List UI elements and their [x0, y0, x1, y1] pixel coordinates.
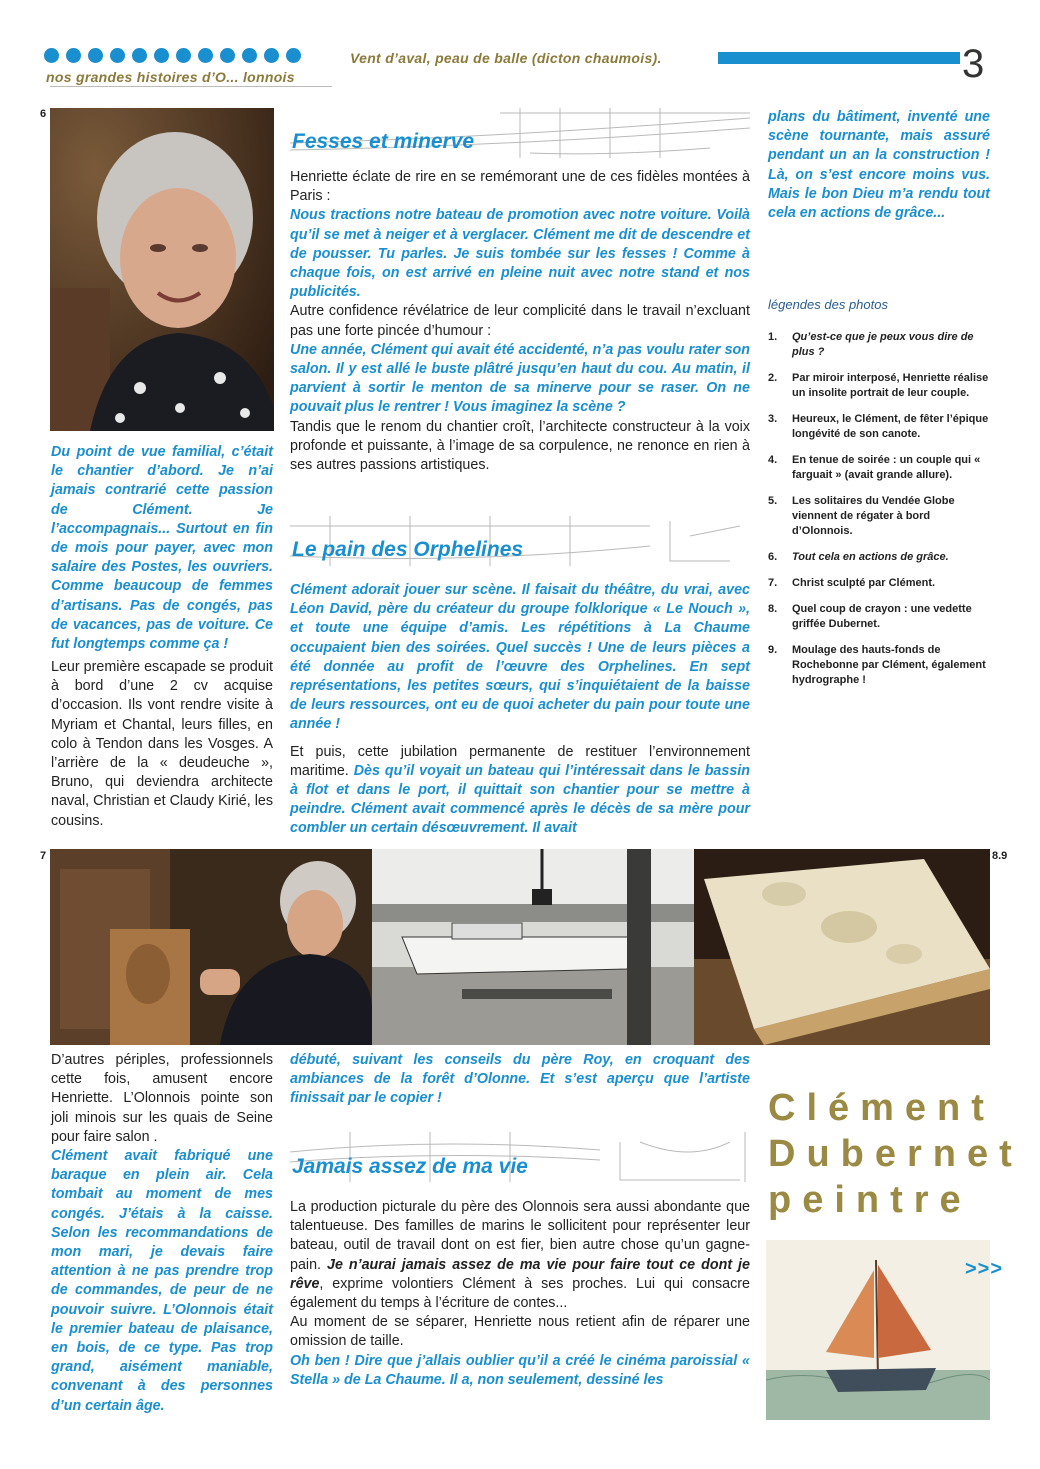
legend-item: [768, 330, 990, 360]
col1-paragraph-escapade: Leur première escapade se produit à bord d’une 2 cv acquise d’occasion. Ils vont rendre visite à Myriam et Chantal, leurs filles, en colo à Tendon dans les Vosges. A l’arrière de la « deudeuche », Bruno, qui deviendra architecte naval, Christian et Claudy Kirié, les cousins.: [51, 659, 273, 829]
header-rule: [50, 86, 332, 87]
section-fesses-et-minerve: [290, 168, 750, 475]
s3-paragraph-separer: Au moment de se séparer, Henriette nous retient afin de réparer une omission de taille.: [290, 1314, 750, 1350]
s1-paragraph-confidence: Autre confidence révélatrice de leur complicité dans le travail n’excluant pas une forte pincée d’humour :: [290, 303, 750, 339]
heading-jamais-assez-de-ma-vie: Jamais assez de ma vie: [292, 1155, 528, 1178]
legend-item-number: 8.: [768, 603, 778, 615]
s1-quote-traction: Nous tractions notre bateau de promotion avec notre voiture. Voilà qu’il se met à neiger et à verglacer. Clément me dit de descendre et de pousser. Tu parles. Je suis tombée sur les fesses ! Comme à chaque fois, on est arrivé en pleine nuit avec notre stand et nos publicités.: [290, 207, 750, 301]
heading-le-pain-des-orphelines: Le pain des Orphelines: [292, 538, 524, 561]
legend-item-number: 4.: [768, 454, 778, 466]
legend-item: [768, 494, 990, 539]
legend-item: [768, 576, 990, 591]
header-blue-bar: [718, 52, 960, 64]
s3-paragraph-production-text: La production picturale du père des Olonnois sera aussi abondante que talentueuse. Des familles de marins le sollicitent pour représenter leur bateau, outil de travail dont on est fier, bien autre chose qu’un gagne-pain.: [290, 1199, 750, 1273]
legend-item: [768, 453, 990, 483]
col1-quote-baraque: Clément avait fabriqué une baraque en plein air. Cela tombait au moment de mes congés. J’étais à la caisse. Selon les recommandations de mon mari, je devais faire attention à ne pas prendre trop de commandes, de peur de ne pouvoir suivre. L’Olonnois était le premier bateau de plaisance, en bois, de ce type. Pas trop grand, aisément maniable, convenant à des personnes d’un certain âge.: [51, 1148, 273, 1414]
legend-item-number: 3.: [768, 413, 778, 425]
section-le-pain-des-orphelines: [290, 581, 750, 839]
legend-item-number: 1.: [768, 331, 778, 343]
legend-item-text: En tenue de soirée : un couple qui « farguait » (avait grande allure).: [792, 454, 981, 481]
painting-sailboat: [766, 1240, 990, 1420]
feature-title-line-1: Clément: [768, 1087, 995, 1129]
s3-paragraph-production-end: , exprime volontiers Clément à ses proches. Lui qui consacre également du temps à l’écriture de contes...: [290, 1275, 750, 1312]
legend-item-number: 2.: [768, 372, 778, 384]
feature-title: [768, 1085, 1023, 1223]
s1-paragraph-intro: Henriette éclate de rire en se remémorant une de ces fidèles montées à Paris :: [290, 169, 750, 205]
s3-paragraph-production: [290, 1198, 750, 1313]
legend-title: légendes des photos: [768, 297, 888, 312]
legend-item: [768, 371, 990, 401]
legend-item: [768, 643, 990, 688]
s3-quote-cinema: Oh ben ! Dire que j’allais oublier qu’il a créé le cinéma paroissial « Stella » de La Chaume. Il a, non seulement, dessiné les: [290, 1352, 750, 1388]
col1-quote-family: Du point de vue familial, c’était le chantier d’abord. Je n’ai jamais contrarié cette passion de Clément. Je l’accompagnais... Surtout en fin de mois pour payer, avec mon salaire des Postes, les ouvriers. Comme beaucoup de femmes d’artisans. Pas de congés, pas de vacances, pas de voiture. Ce fut longtemps comme ça !: [51, 444, 273, 653]
legend-item-text: Qu’est-ce que je peux vous dire de plus ?: [792, 331, 974, 358]
legend-item-number: 9.: [768, 644, 778, 656]
legend-item-text: Christ sculpté par Clément.: [792, 577, 936, 589]
header-dots: [44, 48, 334, 64]
s2-quote-peindre: Dès qu’il voyait un bateau qui l’intéressait dans le bassin à flot et dans le port, il quittait son chantier pour se mettre à peindre. Clément avait commencé après le décès de sa mère pour combler un certain désœuvrement. Il avait: [290, 762, 750, 837]
col1-paragraph-travels: D’autres périples, professionnels cette fois, amusent encore Henriette. L’Olonnois pointe son joli minois sur les quais de Seine pour faire salon .: [51, 1052, 273, 1145]
legend-item: [768, 550, 990, 565]
s2-quote-peindre-continued: débuté, suivant les conseils du père Roy, en croquant des ambiances de la forêt d’Olonne. Et s’est aperçu que l’artiste finissait par le copier !: [290, 1052, 750, 1107]
legend-item-text: Par miroir interposé, Henriette réalise un insolite portrait de leur couple.: [792, 372, 989, 399]
header-series-title: nos grandes histoires d’O... lonnois: [46, 69, 295, 85]
legend-item-text: Tout cela en actions de grâce.: [792, 551, 949, 563]
photo-number-6: 6: [40, 108, 47, 120]
photo-henriette-christ-sculpture: [50, 849, 372, 1045]
s1-paragraph-renom: Tandis que le renom du chantier croît, l’architecte constructeur à la voix profonde et puissante, à l’image de sa corpulence, ne renonce en rien à ses autres passions artistiques.: [290, 418, 750, 474]
photo-rochebonne-model: [694, 849, 990, 1045]
page-number: 3: [962, 42, 985, 86]
photo-boat-on-slipway: [372, 849, 694, 1045]
legend-item-number: 7.: [768, 577, 778, 589]
legend-item-text: Moulage des hauts-fonds de Rochebonne par Clément, également hydrographe !: [792, 644, 986, 686]
feature-title-line-2: Dubernet: [768, 1133, 1023, 1175]
heading-fesses-et-minerve: Fesses et minerve: [292, 130, 475, 153]
s2-quote-theatre: Clément adorait jouer sur scène. Il faisait du théâtre, du vrai, avec Léon David, père du créateur du groupe folklorique « Le Nouch », et toute une équipe d’amis. Les répétitions à La Chaume occupaient bien des soirées. Quel succès ! Une de leurs pièces a été donnée au profit de l’œuvre des Orphelines. En sept représentations, les petites sœurs, qui s’inquiétaient de la baisse de leurs ressources, ont eu de quoi acheter du pain pour toute une année !: [290, 582, 750, 733]
legend-item-text: Heureux, le Clément, de fêter l’épique longévité de son canote.: [792, 413, 989, 440]
photo-number-8-9: 8.9: [992, 850, 1008, 862]
legend-item-text: Les solitaires du Vendée Globe viennent de régater à bord d’Olonnois.: [792, 495, 955, 537]
legend-item-number: 6.: [768, 551, 778, 563]
s2-paragraph-jubilation-text: Et puis, cette jubilation permanente de restituer l’environnement maritime.: [290, 743, 750, 779]
legend-item-text: Quel coup de crayon : une vedette griffée Dubernet.: [792, 603, 972, 630]
s2-paragraph-jubilation: [290, 743, 750, 839]
s1-quote-minerve: Une année, Clément qui avait été accidenté, n’a pas voulu rater son salon. Il y est allé le buste plâtré jusqu’en haut du cou. Au matin, il parvient à sortir le menton de sa minerve pour se raser. On ne pouvait plus le rentrer ! Vous imaginez la scène ?: [290, 341, 750, 416]
continue-arrows: >>>: [965, 1258, 1004, 1280]
s3-bold-quote: Je n’aurai jamais assez de ma vie pour faire tout ce dont je rêve: [290, 1256, 750, 1292]
feature-title-line-3: peintre: [768, 1179, 972, 1221]
legend-item: [768, 412, 990, 442]
photo-legend-list: [768, 330, 990, 699]
photo-number-7: 7: [40, 850, 47, 862]
photo-henriette-portrait: [50, 108, 274, 431]
section-jamais-assez: [290, 1198, 750, 1390]
legend-item-number: 5.: [768, 495, 778, 507]
header-motto: Vent d’aval, peau de balle (dicton chaumois).: [350, 50, 662, 66]
legend-item: [768, 602, 990, 632]
col3-quote-continued: plans du bâtiment, inventé une scène tournante, mais assuré pendant un an la construction ! Là, on s’est encore moins vus. Mais le bon Dieu m’a rendu tout cela en actions de grâce...: [768, 109, 990, 222]
